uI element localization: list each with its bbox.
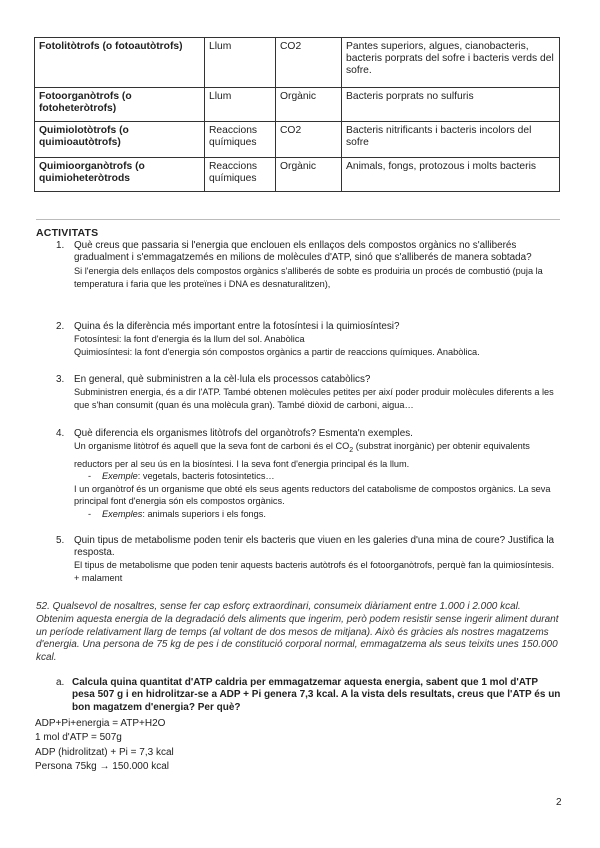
table-cell-examples: Pantes superiors, algues, cianobacteris, bacteris porprats del sofre i bacteris verds del sofre. [342, 38, 560, 88]
table-row [35, 158, 560, 192]
question-1 [56, 240, 561, 291]
table-cell-type: Quimiolotòtrofs (o quimioautòtrofs) [35, 122, 205, 158]
answer-text-part: Un organisme litòtrof és aquell que la seva font de carboni és el CO [74, 441, 350, 452]
example-label: Exemples [102, 509, 143, 519]
table-cell-carbon: CO2 [276, 122, 342, 158]
question-number: 2. [56, 321, 65, 332]
section-divider [36, 219, 560, 220]
question-2 [56, 321, 561, 358]
table-cell-carbon: CO2 [276, 38, 342, 88]
table-cell-type: Fotoorganòtrofs (o fotoheteròtrofs) [35, 88, 205, 122]
table-cell-type: Quimioorganòtrofs (o quimioheteròtrods [35, 158, 205, 192]
answer-text: I un organòtrof és un organisme que obté els seus agents reductors del catabolisme de compostos orgànics. La seva principal font d'energia són els compostos orgànics. [74, 483, 551, 507]
question-number: 1. [56, 240, 65, 251]
table-row [35, 38, 560, 88]
answer-text: El tipus de metabolisme que poden tenir aquests bacteris autòtrofs és el fotoorganòtrofs, perquè fan la quimiosíntesis. + malament [74, 560, 555, 583]
question-number: 3. [56, 374, 65, 385]
question-text: Quin tipus de metabolisme poden tenir els bacteris que viuen en les galeries d'una mina de coure? Justifica la resposta. [74, 535, 555, 559]
table-cell-energy: Llum [205, 88, 276, 122]
table-cell-energy: Reaccions químiques [205, 122, 276, 158]
answer-text: Quimiosíntesi: la font d'energia són compostos orgànics a partir de reaccions químiques. Anabòlica. [74, 346, 480, 357]
table-cell-energy: Reaccions químiques [205, 158, 276, 192]
example-bullet [88, 508, 561, 521]
question-number: 4. [56, 428, 65, 439]
table-cell-examples: Bacteris porprats no sulfuris [342, 88, 560, 122]
question-3 [56, 374, 561, 411]
example-bullet [88, 470, 561, 483]
subquestion-label: a. [56, 677, 65, 688]
metabolism-classification-table [34, 37, 560, 192]
calc-line: 1 mol d'ATP = 507g [35, 732, 122, 744]
answer-text: Si l'energia dels enllaços dels compostos orgànics s'alliberés de sobte es produiria un procés de combustió (puja la temperatura i faria que les proteïnes i DNA es desnaturalitzen), [74, 266, 543, 289]
table-row [35, 122, 560, 158]
bullet-dash: - [88, 509, 92, 519]
answer-text [74, 440, 561, 470]
question-text: Quina és la diferència més important entre la fotosíntesi i la quimiosíntesi? [74, 321, 400, 332]
activitats-heading: ACTIVITATS [36, 227, 99, 239]
question-text: En general, què subministren a la cèl·lula els processos catabòlics? [74, 374, 371, 385]
calculation-block [35, 717, 174, 774]
table-cell-examples: Animals, fongs, protozous i molts bacteris [342, 158, 560, 192]
question-5 [56, 535, 561, 585]
subquestion-text: Calcula quina quantitat d'ATP caldria per emmagatzemar aquesta energia, sabent que 1 mol d'ATP pesa 507 g i en hidrolitzar-se a ADP + Pi genera 7,3 kcal. A la vista dels resultats, creus que l'ATP és un bon magatzem d'energia? Per què? [72, 677, 561, 713]
calc-line: Persona 75kg → 150.000 kcal [35, 760, 169, 772]
question-text: Què diferencia els organismes litòtrofs del organòtrofs? Esmenta'n exemples. [74, 428, 413, 439]
calc-line: ADP+Pi+energia = ATP+H2O [35, 718, 166, 729]
subscript: 2 [349, 447, 354, 455]
table-cell-carbon: Orgànic [276, 88, 342, 122]
example-text: : animals superiors i els fongs. [142, 509, 266, 519]
question-4 [56, 428, 561, 521]
table-cell-type: Fotolitòtrofs (o fotoautòtrofs) [35, 38, 205, 88]
table-cell-examples: Bacteris nitrificants i bacteris incolors del sofre [342, 122, 560, 158]
table-cell-energy: Llum [205, 38, 276, 88]
answer-text-part: (substrat inorgànic) per obtenir equivalents reductors per al seu ús en la biosíntesi. I la seva font d'energia principal és la llum. [74, 441, 530, 469]
problem-52-statement: 52. Qualsevol de nosaltres, sense fer cap esforç extraordinari, consumeix diàriament entre 1.000 i 2.000 kcal. Obtenim aquesta energia de la degradació dels aliments que ingerim, però podem resistir sense ingerir aliment durant un període relativament llarg de temps (al voltant de dos mesos de mitjana). Això és gràcies als nostres magatzems d'energia. Una persona de 75 kg de pes i de constitució corporal normal, emmagatzema als seus teixits unes 150.000 kcal. [36, 601, 559, 664]
answer-text: Fotosíntesi: la font d'energia és la llum del sol. Anabòlica [74, 334, 305, 345]
example-label: Exemple [102, 471, 138, 482]
subquestion-a [56, 677, 561, 714]
table-row [35, 88, 560, 122]
question-text: Què creus que passaria si l'energia que enclouen els enllaços dels compostos orgànics no s'alliberés gradualment i s'emmagatzemés en milions de molècules d'ATP, sinó que s'alliberés de manera sobtada? [74, 240, 532, 264]
answer-text: Subministren energia, és a dir l'ATP. També obtenen molècules petites per així poder produir molècules diferents a les que s'han consumit (quan és una molècula gran). També diòxid de carboni, aigua… [74, 387, 554, 410]
example-text: : vegetals, bacteris fotosintetics… [137, 471, 275, 482]
page-number: 2 [556, 797, 562, 808]
question-number: 5. [56, 535, 65, 546]
bullet-dash: - [88, 471, 92, 482]
calc-line: ADP (hidrolitzat) + Pi = 7,3 kcal [35, 746, 174, 758]
table-cell-carbon: Orgànic [276, 158, 342, 192]
